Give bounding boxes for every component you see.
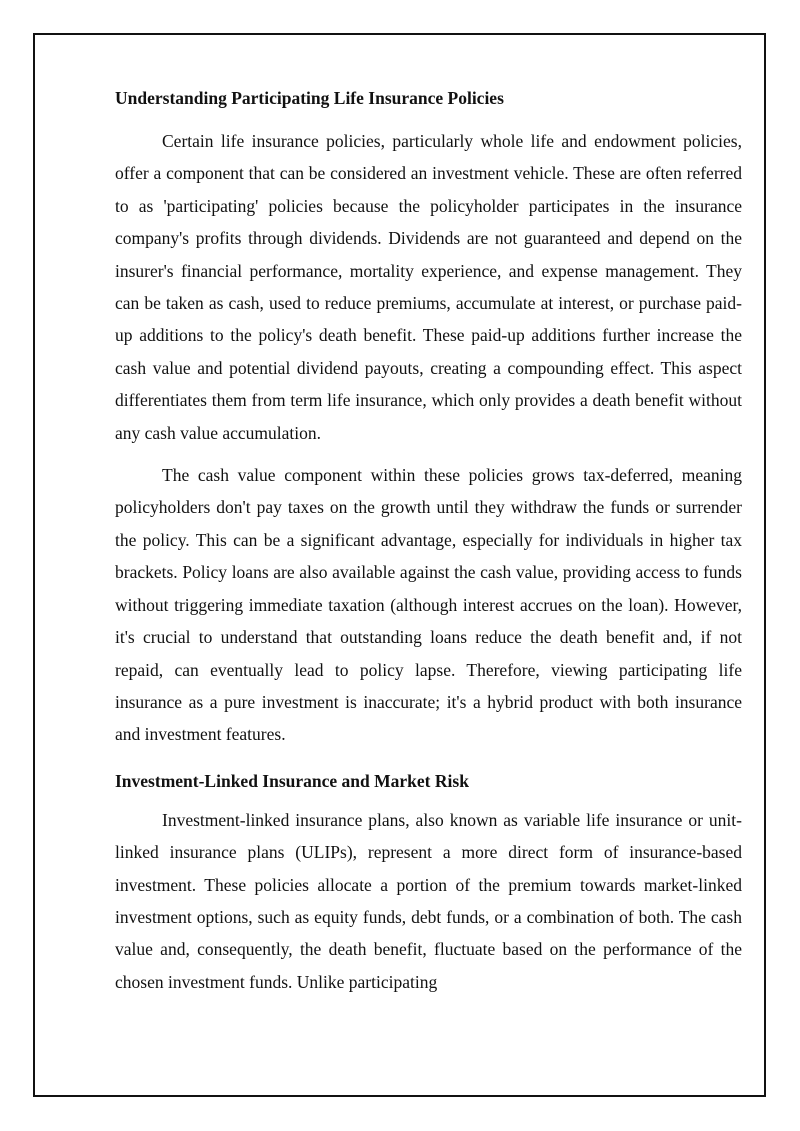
paragraph-participating-intro: Certain life insurance policies, particularly whole life and endowment policies, offer a component that can be considered an investment vehicle. These are often referred to as 'participating' policies because the policyholder participates in the insurance company's profits through dividends. Dividends are not guaranteed and depend on the insurer's financial performance, mortality experience, and expense management. They can be taken as cash, used to reduce premiums, accumulate at interest, or purchase paid-up additions to the policy's death benefit. These paid-up additions further increase the cash value and potential dividend payouts, creating a compounding effect. This aspect differentiates them from term life insurance, which only provides a death benefit without any cash value accumulation. bbox=[115, 131, 742, 443]
section-heading-participating-policies: Understanding Participating Life Insurance Policies bbox=[115, 88, 504, 108]
paragraph-cash-value: The cash value component within these policies grows tax-deferred, meaning policyholders don't pay taxes on the growth until they withdraw the funds or surrender the policy. This can be a significant advantage, especially for individuals in higher tax brackets. Policy loans are also available against the cash value, providing access to funds without triggering immediate taxation (although interest accrues on the loan). However, it's crucial to understand that outstanding loans reduce the death benefit and, if not repaid, can eventually lead to policy lapse. Therefore, viewing participating life insurance as a pure investment is inaccurate; it's a hybrid product with both insurance and investment features. bbox=[115, 465, 742, 745]
paragraph-investment-linked: Investment-linked insurance plans, also known as variable life insurance or unit-linked insurance plans (ULIPs), represent a more direct form of insurance-based investment. These policies allocate a portion of the premium towards market-linked investment options, such as equity funds, debt funds, or a combination of both. The cash value and, consequently, the death benefit, fluctuate based on the performance of the chosen investment funds. Unlike participating bbox=[115, 809, 742, 992]
document-body bbox=[115, 86, 742, 998]
section-heading-investment-linked: Investment-Linked Insurance and Market Risk bbox=[115, 770, 469, 791]
